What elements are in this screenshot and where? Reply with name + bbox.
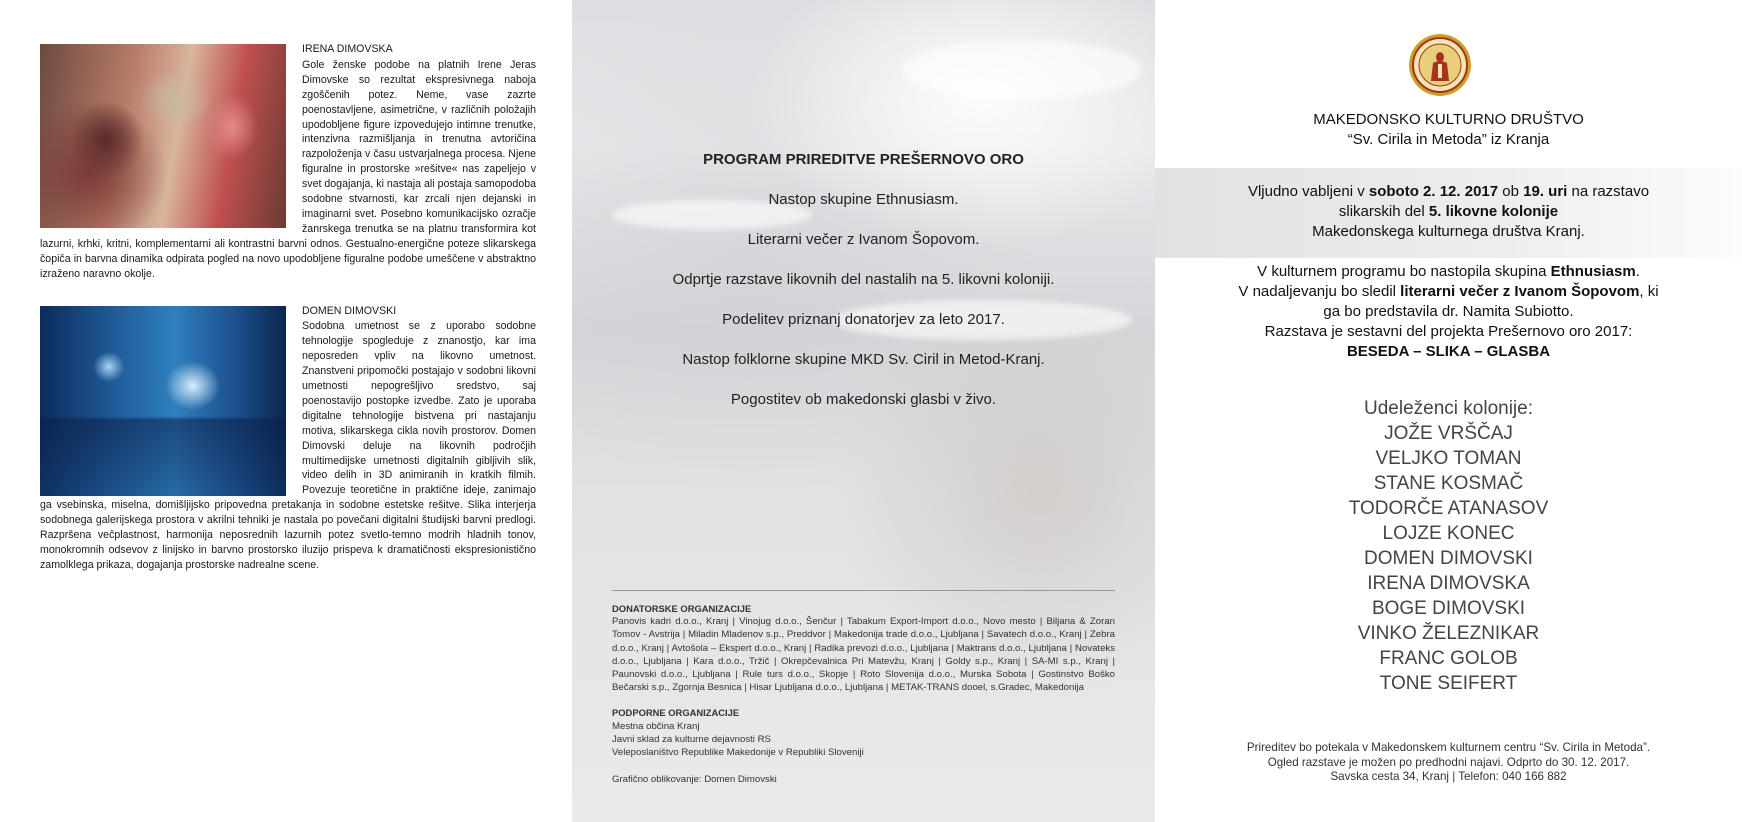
painting-irena-dimovska [40, 44, 286, 228]
artist-description: Gole ženske podobe na platnih Irene Jeras Dimovske so rezultat ekspresivnega naboja zgoščenih potez. Neme, vase zazrte poenostavljene, asimetrične, v različnih položajih upodobljene figure izpovedujejo intimne trenutke, intenzivna razmišljanja in trenutna avtoričina razpoloženja v času ustvarjalnega procesa. Njene figuralne in prostorske »rešitve« nas zapeljejo v svet dogajanja, ki nastaja ali postaja samopodoba sodobne stvarnosti, kar zrcali njen dejanski in imaginarni svet. Posebno komunikacijsko ozračje žanrskega trenutka se na platnu transformira kot lazurni, krhki, kritni, komplementarni ali kontrastni barvni odnos. Gestualno-energične poteze slikarskega čopiča in barvna dinamika odpirata pogled na novo upodobljene figuralne podobe umeščene v abstraktno izraženo naravno okolje. [40, 58, 536, 280]
participant-name: STANE KOSMAČ [1373, 473, 1524, 494]
invite-line-2: slikarskih del 5. likovne kolonije [1338, 203, 1559, 220]
support-item: Mestna občina Kranj [612, 720, 700, 732]
program-title: PROGRAM PRIREDITVE PREŠERNOVO ORO [703, 151, 1024, 168]
culture-line-2: V nadaljevanju bo sledil literarni večer z Ivanom Šopovom, ki [1238, 283, 1659, 300]
invite-line-1: Vljudno vabljeni v soboto 2. 12. 2017 ob 19. uri na razstavo [1247, 183, 1650, 200]
support-item: Veleposlaništvo Republike Makedonije v Republiki Sloveniji [612, 747, 864, 759]
opening-hours-line: Ogled razstave je možen po predhodni najavi. Odprto do 30. 12. 2017. [1267, 755, 1630, 769]
venue-line: Prireditev bo potekala v Makedonskem kulturnem centru “Sv. Cirila in Metoda”. [1246, 741, 1651, 754]
participant-name: JOŽE VRŠČAJ [1384, 423, 1513, 444]
performer-name: Ethnusiasm [1550, 263, 1636, 280]
invitation-panel [1155, 0, 1742, 822]
organization-subtitle: “Sv. Cirila in Metoda” iz Kranja [1347, 131, 1550, 148]
participant-name: FRANC GOLOB [1379, 648, 1518, 669]
artist-name: IRENA DIMOVSKA [302, 43, 393, 55]
project-motto: BESEDA – SLIKA – GLASBA [1346, 343, 1551, 360]
event-date: soboto 2. 12. 2017 [1368, 183, 1499, 200]
literary-evening: literarni večer z Ivanom Šopovom [1400, 283, 1640, 300]
painting-domen-dimovski [40, 306, 286, 496]
divider [612, 590, 1115, 591]
background-streak [902, 40, 1142, 100]
donors-heading: DONATORSKE ORGANIZACIJE [612, 603, 752, 614]
event-time: 19. uri [1523, 183, 1568, 200]
artist-description: Sodobna umetnost se z uporabo sodobne tehnologije spogleduje z znanostjo, kar ima neposreden vpliv na likovno umetnost. Znanstveni pripomočki postajajo v sodobni likovni umetnosti nepogrešljivo sredstvo, saj poenostavijo postopke izvedbe. Zato je uporaba digitalne tehnologije bistvena pri nastajanju motiva, slikarskega cikla novih prostorov. Domen Dimovski deluje na likovnih področjih multimedijske umetnosti digitalnih gibljivih slik, video delih in 3D animiranih in kratkih filmih. Povezuje teoretične in praktične ideje, zanimajo ga vsebinska, miselna, domišljijsko pripovedna pretakanja in sodobne estetske rešitve. Slika interjerja sodobnega galerijskega prostora v akrilni tehniki je nastala po povečani digitalni študijski barvni predlogi. Razpršena večplastnost, harmonija neposrednih lazurnih potez svetlo-temno modrih hladnih tonov, monokromnih odsevov z linijsko in barvno prostorsko iluzijo prispeva k dramatičnosti ekspresionistično zamolklega prikaza, dogajanja prostorske nadrealne scene. [40, 320, 536, 571]
culture-line-4: Razstava je sestavni del projekta Prešernovo oro 2017: [1264, 323, 1633, 340]
culture-line-1: V kulturnem programu bo nastopila skupina Ethnusiasm. [1257, 263, 1640, 280]
program-item: Podelitev priznanj donatorjev za leto 2017. [722, 311, 1005, 328]
event-footer [1155, 741, 1742, 785]
artist-name: DOMEN DIMOVSKI [302, 304, 397, 317]
participant-name: TONE SEIFERT [1379, 673, 1518, 694]
donors-list: Panovis kadri d.o.o., Kranj | Vinojug d.o.o., Šenčur | Tabakum Export-Import d.o.o., Novo mesto | Biljana & Zoran Tomov - Avstrija | Miladin Mladenov s.p., Preddvor | Makedonija trade d.o.o., Ljubljana | Savatech d.o.o., Kranj | Zebra d.o.o., Kranj | Avtošola – Ekspert d.o.o., Kranj | Radika prevozi d.o.o., Ljubljana | Maktrans d.o.o., Ljubljana | Novateks d.o.o., Ljubljana | Kara d.o.o., Tržič | Okrepčevalnica Pri Matevžu, Kranj | Goldy s.p., Kranj | SA-MI s.p., Kranj | Paunovski d.o.o., Ljubljana | Rule turs d.o.o., Skopje | Roto Slovenija d.o.o., Murska Sobota | Gostinstvo Boško Bečarski s.p., Zgornja Besnica | Hisar Ljubljana d.o.o., Ljubljana | METAK-TRANS dooel, s.Gradec, Makedonija [612, 616, 1115, 694]
participant-name: TODORČE ATANASOV [1348, 498, 1549, 519]
participant-name: VELJKO TOMAN [1375, 448, 1522, 469]
participants-list [1155, 396, 1742, 696]
participants-heading: Udeleženci kolonije: [1364, 398, 1533, 419]
address-line: Savska cesta 34, Kranj | Telefon: 040 166 882 [1330, 770, 1567, 784]
program-item: Literarni večer z Ivanom Šopovom. [747, 231, 980, 248]
participant-name: DOMEN DIMOVSKI [1364, 548, 1533, 569]
society-logo [1408, 33, 1472, 97]
participant-name: LOJZE KONEC [1382, 523, 1515, 544]
participant-name: IRENA DIMOVSKA [1367, 573, 1530, 594]
program-item: Odprtje razstave likovnih del nastalih na 5. likovni koloniji. [672, 271, 1055, 288]
program-item: Pogostitev ob makedonski glasbi v živo. [730, 391, 997, 408]
support-heading: PODPORNE ORGANIZACIJE [612, 707, 740, 719]
participant-name: BOGE DIMOVSKI [1371, 598, 1526, 619]
program-panel [572, 0, 1155, 822]
invite-line-3: Makedonskega kulturnega društva Kranj. [1312, 223, 1585, 240]
support-item: Javni sklad za kulturne dejavnosti RS [612, 733, 771, 745]
program-item: Nastop skupine Ethnusiasm. [768, 191, 959, 208]
organization-name: MAKEDONSKO KULTURNO DRUŠTVO [1313, 111, 1584, 128]
program-item: Nastop folklorne skupine MKD Sv. Ciril in Metod-Kranj. [682, 351, 1045, 368]
artist-irena-section [40, 42, 536, 282]
artists-panel [0, 0, 572, 822]
colony-name: 5. likovne kolonije [1428, 203, 1559, 220]
sponsors-section [612, 590, 1115, 786]
culture-line-3: ga bo predstavila dr. Namita Subiotto. [1323, 303, 1574, 320]
artist-domen-section [40, 304, 536, 573]
design-credit: Grafično oblikovanje: Domen Dimovski [612, 774, 777, 786]
participant-name: VINKO ŽELEZNIKAR [1357, 623, 1540, 644]
